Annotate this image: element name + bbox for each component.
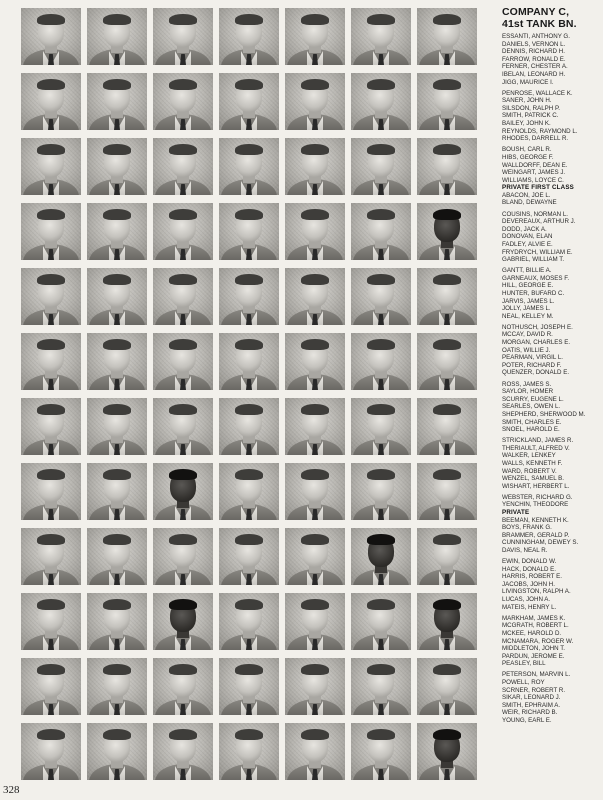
portrait-photo xyxy=(87,73,147,130)
portrait-photo xyxy=(153,138,213,195)
roster-name: FADLEY, ALVIE E. xyxy=(502,240,553,248)
battalion-title: 41st TANK BN. xyxy=(502,18,577,30)
portrait-photo xyxy=(285,73,345,130)
portrait-photo xyxy=(153,723,213,780)
roster-name: DONOVAN, ELAN xyxy=(502,233,553,241)
portrait-photo xyxy=(417,73,477,130)
roster-name: EWIN, DONALD W. xyxy=(502,558,557,566)
roster-name: DANIELS, VERNON L. xyxy=(502,40,566,48)
portrait-photo xyxy=(219,658,279,715)
rank-heading: PRIVATE FIRST CLASS xyxy=(502,184,574,192)
roster-name: YENCHIN, THEODORE xyxy=(502,501,569,509)
roster-name: JIGG, MAURICE I. xyxy=(502,78,554,86)
portrait-photo xyxy=(417,398,477,455)
portrait-photo xyxy=(153,203,213,260)
portrait-photo xyxy=(219,593,279,650)
roster-name: JOLLY, JAMES L. xyxy=(502,305,551,313)
roster-name: SILSDON, RALPH P. xyxy=(502,104,561,112)
roster-name: PETERSON, MARVIN L. xyxy=(502,671,571,679)
portrait-photo xyxy=(351,723,411,780)
roster-name: JACOBS, JOHN H. xyxy=(502,580,555,588)
portrait-photo xyxy=(417,593,477,650)
portrait-photo xyxy=(351,138,411,195)
portrait-photo xyxy=(87,463,147,520)
roster-name: THERIAULT, ALFRED V. xyxy=(502,444,570,452)
portrait-photo xyxy=(351,528,411,585)
portrait-photo xyxy=(417,658,477,715)
roster-row-group xyxy=(502,90,602,143)
roster-name: DEVEREAUX, ARTHUR J. xyxy=(502,218,576,226)
roster-name: QUENZER, DONALD E. xyxy=(502,369,570,377)
portrait-photo xyxy=(219,8,279,65)
roster-name: HARRIS, ROBERT E. xyxy=(502,573,562,581)
rank-heading: PRIVATE xyxy=(502,509,530,517)
roster-name: JARVIS, JAMES L. xyxy=(502,297,555,305)
company-title: COMPANY C, xyxy=(502,6,570,18)
portrait-photo xyxy=(87,593,147,650)
roster-list xyxy=(502,33,602,725)
portrait-photo xyxy=(219,138,279,195)
portrait-photo xyxy=(351,268,411,325)
roster-name: MIDDLETON, JOHN T. xyxy=(502,645,566,653)
roster-name: REYNOLDS, RAYMOND L. xyxy=(502,127,578,135)
roster-name: SCURRY, EUGENE L. xyxy=(502,395,564,403)
roster-name: SAYLOR, HOMER xyxy=(502,388,554,396)
roster-name: MCKEE, HAROLD D. xyxy=(502,629,562,637)
roster-name: PENROSE, WALLACE K. xyxy=(502,89,573,97)
portrait-photo xyxy=(21,138,81,195)
portrait-photo xyxy=(417,203,477,260)
portrait-photo xyxy=(285,138,345,195)
roster-name: BOYS, FRANK G. xyxy=(502,524,552,532)
roster-name: PEARMAN, VIRGIL L. xyxy=(502,354,563,362)
roster-name: ABACON, JOE L. xyxy=(502,191,551,199)
portrait-photo xyxy=(21,723,81,780)
roster-name: HUNTER, BUFARD C. xyxy=(502,290,565,297)
portrait-photo xyxy=(417,463,477,520)
portrait-photo xyxy=(285,268,345,325)
roster-row-group xyxy=(502,324,602,377)
portrait-photo xyxy=(153,398,213,455)
roster-name: HILL, GEORGE E. xyxy=(502,282,554,290)
portrait-photo xyxy=(21,658,81,715)
roster-name: WALLS, KENNETH F. xyxy=(502,459,563,467)
roster-row-group xyxy=(502,494,602,555)
roster-name: FARROW, RONALD E. xyxy=(502,55,566,63)
roster-name: HIBS, GEORGE F. xyxy=(502,153,554,161)
roster-name: BAILEY, JOHN K. xyxy=(502,120,551,128)
roster-name: BEEMAN, KENNETH K. xyxy=(502,516,569,524)
portrait-photo xyxy=(417,8,477,65)
portrait-photo xyxy=(153,528,213,585)
roster-name: BLAND, DEWAYNE xyxy=(502,199,557,207)
portrait-photo xyxy=(351,73,411,130)
roster-name: GARNEAUX, MOSES F. xyxy=(502,274,570,282)
portrait-photo xyxy=(285,203,345,260)
roster-name: MORGAN, CHARLES E. xyxy=(502,339,571,347)
portrait-photo xyxy=(285,723,345,780)
portrait-grid xyxy=(21,8,477,780)
roster-name: WENZEL, SAMUEL B. xyxy=(502,475,565,483)
portrait-photo xyxy=(351,658,411,715)
portrait-photo xyxy=(351,463,411,520)
roster-name: OATIS, WILLIE J. xyxy=(502,346,551,354)
roster-row-group xyxy=(502,33,602,86)
roster-name: NEAL, KELLEY M. xyxy=(502,312,554,320)
portrait-photo xyxy=(417,138,477,195)
portrait-photo xyxy=(351,398,411,455)
portrait-photo xyxy=(87,723,147,780)
roster-name: GANTT, BILLIE A. xyxy=(502,267,552,275)
roster-name: WALLDORFF, DEAN E. xyxy=(502,161,568,169)
roster-name: BOUSH, CARL R. xyxy=(502,146,552,154)
roster-row-group xyxy=(502,615,602,668)
roster-row-group xyxy=(502,558,602,611)
roster-name: SMITH, CHARLES E. xyxy=(502,418,562,426)
portrait-photo xyxy=(21,398,81,455)
roster-name: CUNNINGHAM, DEWEY S. xyxy=(502,539,579,547)
roster-name: WALKER, LENKEY xyxy=(502,452,556,460)
roster-row-group xyxy=(502,381,602,434)
portrait-photo xyxy=(87,333,147,390)
portrait-photo xyxy=(87,528,147,585)
portrait-photo xyxy=(285,528,345,585)
roster-name: MATEIS, HENRY L. xyxy=(502,603,557,611)
roster-name: MCNAMARA, ROGER W. xyxy=(502,637,574,645)
roster-name: WISHART, HERBERT L. xyxy=(502,482,570,490)
roster-name: POWELL, ROY xyxy=(502,679,545,686)
roster-name: SMITH, EPHRAIM A. xyxy=(502,701,561,709)
roster-column xyxy=(502,6,602,796)
roster-name: LIVINGSTON, RALPH A. xyxy=(502,588,571,596)
roster-name: DENNIS, RICHARD H. xyxy=(502,48,565,56)
portrait-photo xyxy=(21,73,81,130)
roster-name: ROSS, JAMES S. xyxy=(502,380,552,388)
portrait-photo xyxy=(87,138,147,195)
roster-name: WEBSTER, RICHARD G. xyxy=(502,493,573,501)
portrait-photo xyxy=(87,8,147,65)
portrait-photo xyxy=(417,333,477,390)
roster-name: PARDUN, JEROME E. xyxy=(502,652,565,660)
portrait-photo xyxy=(153,463,213,520)
roster-name: FRYDRYCH, WILLIAM E. xyxy=(502,248,573,256)
portrait-photo xyxy=(153,73,213,130)
roster-name: GABRIEL, WILLIAM T. xyxy=(502,256,565,264)
roster-name: COUSINS, NORMAN L. xyxy=(502,210,569,218)
roster-name: FERNER, CHESTER A. xyxy=(502,63,568,71)
portrait-photo xyxy=(285,658,345,715)
roster-name: SNOEL, HAROLD E. xyxy=(502,426,560,434)
roster-name: SIKAR, LEONARD J. xyxy=(502,694,561,702)
portrait-photo xyxy=(285,333,345,390)
portrait-photo xyxy=(153,658,213,715)
portrait-photo xyxy=(21,8,81,65)
roster-row-group xyxy=(502,267,602,320)
roster-name: WARD, ROBERT V. xyxy=(502,467,557,475)
portrait-photo xyxy=(153,8,213,65)
portrait-photo xyxy=(417,528,477,585)
roster-name: WILLIAMS, LOYCE C. xyxy=(502,176,564,184)
portrait-photo xyxy=(87,658,147,715)
portrait-photo xyxy=(219,73,279,130)
roster-name: WEIR, RICHARD B. xyxy=(502,709,558,717)
portrait-photo xyxy=(351,333,411,390)
roster-row-group xyxy=(502,146,602,207)
roster-name: YOUNG, EARL E. xyxy=(502,716,552,724)
roster-name: IBELAN, LEONARD H. xyxy=(502,70,566,78)
roster-row-group xyxy=(502,671,602,724)
roster-name: RHODES, DARRELL R. xyxy=(502,135,569,143)
portrait-photo xyxy=(285,398,345,455)
portrait-photo xyxy=(21,333,81,390)
roster-name: MCGRATH, ROBERT L. xyxy=(502,622,569,630)
roster-name: DAVIS, NEAL R. xyxy=(502,547,548,554)
portrait-photo xyxy=(219,723,279,780)
roster-name: NOTHUSCH, JOSEPH E. xyxy=(502,323,573,331)
portrait-photo xyxy=(351,593,411,650)
portrait-photo xyxy=(219,528,279,585)
portrait-photo xyxy=(219,398,279,455)
portrait-photo xyxy=(285,463,345,520)
portrait-photo xyxy=(351,8,411,65)
portrait-photo xyxy=(153,333,213,390)
roster-name: MARKHAM, JAMES K. xyxy=(502,614,566,622)
roster-row-group xyxy=(502,211,602,264)
roster-name: SANER, JOHN H. xyxy=(502,97,552,105)
roster-name: MCCAY, DAVID R. xyxy=(502,331,553,339)
portrait-photo xyxy=(153,593,213,650)
roster-name: POTER, RICHARD F. xyxy=(502,361,562,369)
portrait-photo xyxy=(87,203,147,260)
portrait-photo xyxy=(153,268,213,325)
roster-name: STRICKLAND, JAMES R. xyxy=(502,437,574,445)
portrait-photo xyxy=(351,203,411,260)
portrait-photo xyxy=(21,463,81,520)
portrait-photo xyxy=(21,203,81,260)
roster-name: SHEPHERD, SHERWOOD M. xyxy=(502,410,586,418)
roster-name: LUCAS, JOHN A. xyxy=(502,596,551,604)
roster-name: BRAMMER, GERALD P. xyxy=(502,531,570,539)
roster-name: SMITH, PATRICK C. xyxy=(502,112,559,120)
roster-name: DODD, JACK A. xyxy=(502,225,547,233)
roster-name: SEARLES, OWEN L. xyxy=(502,403,561,411)
portrait-photo xyxy=(417,268,477,325)
portrait-photo xyxy=(87,268,147,325)
roster-name: SCRNER, ROBERT R. xyxy=(502,686,566,694)
roster-row-group xyxy=(502,437,602,490)
portrait-photo xyxy=(21,593,81,650)
portrait-photo xyxy=(21,528,81,585)
portrait-photo xyxy=(21,268,81,325)
portrait-photo xyxy=(219,333,279,390)
portrait-photo xyxy=(285,8,345,65)
portrait-photo xyxy=(417,723,477,780)
page-number: 328 xyxy=(3,784,20,796)
roster-name: PEASLEY, BILL xyxy=(502,660,546,668)
portrait-photo xyxy=(219,203,279,260)
roster-name: HACK, DONALD E. xyxy=(502,565,556,573)
portrait-photo xyxy=(219,463,279,520)
portrait-photo xyxy=(285,593,345,650)
portrait-photo xyxy=(87,398,147,455)
roster-name: ESSANTI, ANTHONY G. xyxy=(502,33,570,40)
portrait-photo xyxy=(219,268,279,325)
roster-name: WEINGART, JAMES J. xyxy=(502,169,566,177)
